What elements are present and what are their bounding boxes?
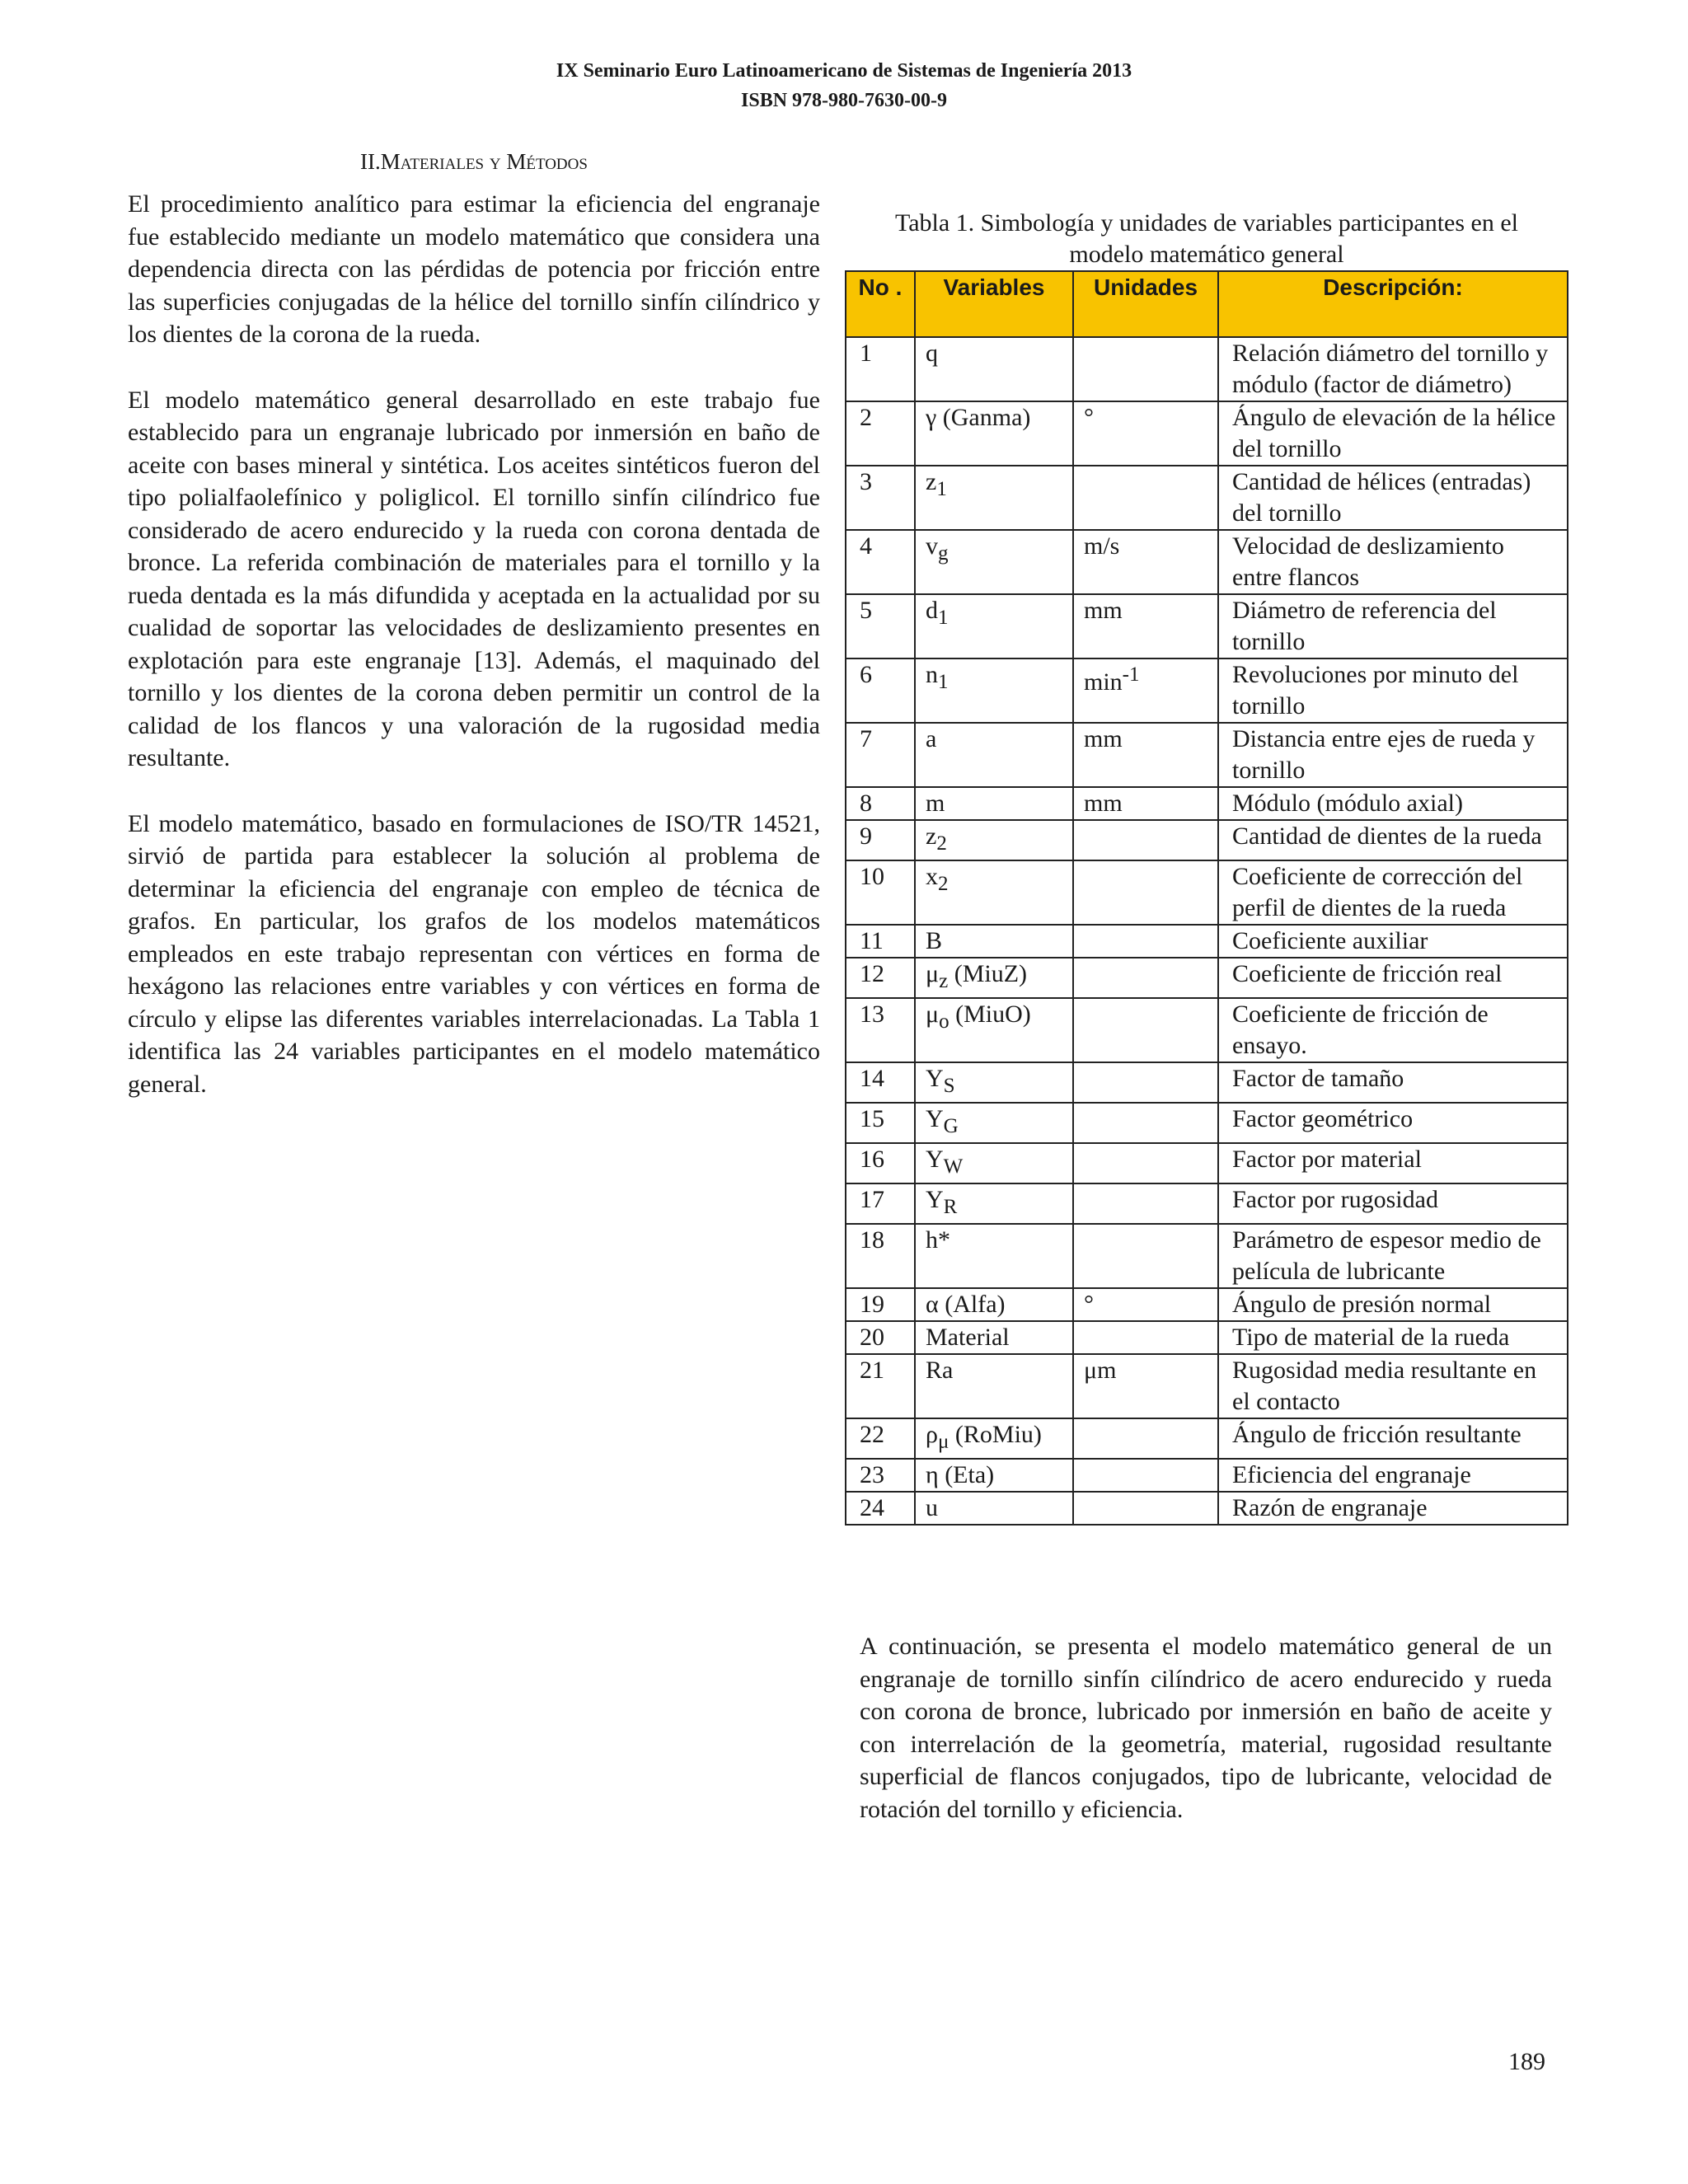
page-number: 189: [1508, 2048, 1545, 2075]
cell-number: 21: [846, 1354, 915, 1418]
unit-text: mm: [1084, 725, 1123, 752]
variable-subscript: 2: [938, 873, 949, 895]
right-column: [845, 208, 1568, 1526]
cell-number: 12: [846, 958, 915, 998]
left-column: [128, 147, 820, 1133]
cell-description: Ángulo de elevación de la hélice del tornillo: [1218, 401, 1568, 466]
cell-description: Factor de tamaño: [1218, 1062, 1568, 1103]
table-row: [846, 1459, 1568, 1492]
cell-unit: [1073, 1103, 1218, 1143]
cell-number: 16: [846, 1143, 915, 1183]
cell-variable: [915, 820, 1073, 860]
table-row: [846, 466, 1568, 530]
cell-variable: [915, 1492, 1073, 1525]
cell-variable: [915, 860, 1073, 925]
unit-text: mm: [1084, 597, 1123, 624]
section-heading: [128, 147, 820, 176]
cell-unit: [1073, 860, 1218, 925]
table-row: [846, 1354, 1568, 1418]
variable-symbol: a: [926, 725, 937, 752]
cell-description: Revoluciones por minuto del tornillo: [1218, 658, 1568, 723]
unit-text: °: [1084, 404, 1094, 431]
table-row: [846, 723, 1568, 787]
variable-symbol: Y: [926, 1065, 944, 1092]
conference-title: IX Seminario Euro Latinoamericano de Sistemas de Ingeniería 2013: [556, 60, 1132, 82]
variable-symbol: q: [926, 340, 938, 367]
cell-variable: [915, 925, 1073, 958]
table-row: [846, 1418, 1568, 1459]
cell-variable: [915, 1354, 1073, 1418]
variable-subscript: o: [939, 1010, 950, 1033]
variable-symbol: η (Eta): [926, 1461, 995, 1488]
cell-number: 24: [846, 1492, 915, 1525]
variable-subscript: 2: [936, 832, 947, 855]
table-row: [846, 658, 1568, 723]
cell-description: Relación diámetro del tornillo y módulo (factor de diámetro): [1218, 337, 1568, 401]
table-header-row: [846, 271, 1568, 337]
cell-unit: [1073, 401, 1218, 466]
cell-description: Cantidad de dientes de la rueda: [1218, 820, 1568, 860]
variable-subscript: z: [939, 970, 949, 992]
cell-description: Rugosidad media resultante en el contacto: [1218, 1354, 1568, 1418]
variable-symbol: B: [926, 927, 943, 954]
variable-symbol: d: [926, 597, 938, 624]
cell-description: Módulo (módulo axial): [1218, 787, 1568, 820]
cell-unit: [1073, 594, 1218, 658]
cell-description: Coeficiente de fricción de ensayo.: [1218, 998, 1568, 1062]
variable-symbol: z: [926, 468, 937, 495]
table-row: [846, 958, 1568, 998]
cell-unit: [1073, 337, 1218, 401]
header-variables: Variables: [915, 271, 1073, 337]
cell-description: Distancia entre ejes de rueda y tornillo: [1218, 723, 1568, 787]
unit-superscript: -1: [1122, 663, 1140, 686]
variable-subscript: W: [943, 1155, 964, 1178]
cell-variable: [915, 723, 1073, 787]
cell-number: 22: [846, 1418, 915, 1459]
cell-description: Cantidad de hélices (entradas) del tornillo: [1218, 466, 1568, 530]
cell-description: Eficiencia del engranaje: [1218, 1459, 1568, 1492]
variable-name: (MiuO): [949, 1001, 1031, 1028]
table-row: [846, 860, 1568, 925]
cell-number: 3: [846, 466, 915, 530]
variable-symbol: x: [926, 863, 938, 890]
cell-description: Factor por material: [1218, 1143, 1568, 1183]
cell-number: 5: [846, 594, 915, 658]
cell-number: 14: [846, 1062, 915, 1103]
cell-number: 2: [846, 401, 915, 466]
variable-name: (MiuZ): [948, 960, 1028, 987]
variable-subscript: g: [938, 542, 949, 565]
cell-description: Ángulo de presión normal: [1218, 1288, 1568, 1321]
cell-number: 18: [846, 1224, 915, 1288]
table-row: [846, 925, 1568, 958]
cell-number: 13: [846, 998, 915, 1062]
table-row: [846, 401, 1568, 466]
cell-variable: [915, 594, 1073, 658]
cell-description: Tipo de material de la rueda: [1218, 1321, 1568, 1354]
unit-text: °: [1084, 1291, 1094, 1318]
cell-description: Coeficiente de corrección del perfil de dientes de la rueda: [1218, 860, 1568, 925]
cell-unit: [1073, 1354, 1218, 1418]
cell-unit: [1073, 1459, 1218, 1492]
section-title: Materiales y Métodos: [380, 149, 588, 174]
cell-number: 7: [846, 723, 915, 787]
page-header: [0, 56, 1688, 115]
cell-unit: [1073, 1224, 1218, 1288]
variables-table: [845, 270, 1568, 1526]
cell-unit: [1073, 466, 1218, 530]
cell-description: Ángulo de fricción resultante: [1218, 1418, 1568, 1459]
cell-unit: [1073, 1062, 1218, 1103]
cell-description: Diámetro de referencia del tornillo: [1218, 594, 1568, 658]
header-descripcion: Descripción:: [1218, 271, 1568, 337]
cell-number: 19: [846, 1288, 915, 1321]
variable-subscript: μ: [937, 1431, 950, 1453]
cell-unit: [1073, 998, 1218, 1062]
variable-symbol: z: [926, 823, 937, 850]
paragraph-after-table: A continuación, se presenta el modelo matemático general de un engranaje de tornillo sinfín cilíndrico de acero endurecido y rueda con corona de bronce, lubricado por inmersión en baño de aceite y con interrelación de la geometría, material, rugosidad resultante superficial de flancos conjugados, tipo de lubricante, velocidad de rotación del tornillo y eficiencia.: [860, 1633, 1552, 1823]
table-row: [846, 1288, 1568, 1321]
cell-unit: [1073, 530, 1218, 594]
cell-description: Coeficiente de fricción real: [1218, 958, 1568, 998]
cell-number: 6: [846, 658, 915, 723]
variable-symbol: μ: [926, 1001, 940, 1028]
table-row: [846, 787, 1568, 820]
unit-text: m/s: [1084, 532, 1120, 560]
table-caption: Tabla 1. Simbología y unidades de variables participantes en el modelo matemático general: [894, 209, 1518, 268]
cell-description: Velocidad de deslizamiento entre flancos: [1218, 530, 1568, 594]
table-row: [846, 1143, 1568, 1183]
cell-number: 15: [846, 1103, 915, 1143]
variable-symbol: Ra: [926, 1357, 954, 1384]
variable-symbol: Y: [926, 1186, 944, 1213]
cell-unit: [1073, 1492, 1218, 1525]
cell-unit: [1073, 1183, 1218, 1224]
variable-subscript: G: [943, 1115, 959, 1137]
cell-description: Factor por rugosidad: [1218, 1183, 1568, 1224]
cell-number: 11: [846, 925, 915, 958]
cell-unit: [1073, 820, 1218, 860]
cell-variable: [915, 1418, 1073, 1459]
cell-variable: [915, 958, 1073, 998]
variable-symbol: v: [926, 532, 938, 560]
unit-text: min: [1084, 668, 1123, 696]
variable-symbol: γ (Ganma): [926, 404, 1031, 431]
cell-variable: [915, 1224, 1073, 1288]
cell-number: 10: [846, 860, 915, 925]
table-row: [846, 1224, 1568, 1288]
cell-unit: [1073, 658, 1218, 723]
cell-unit: [1073, 1288, 1218, 1321]
variable-symbol: h*: [926, 1226, 950, 1254]
variable-subscript: S: [943, 1075, 955, 1097]
cell-variable: [915, 998, 1073, 1062]
cell-description: Razón de engranaje: [1218, 1492, 1568, 1525]
table-row: [846, 998, 1568, 1062]
variable-symbol: Y: [926, 1146, 944, 1173]
cell-number: 9: [846, 820, 915, 860]
cell-number: 20: [846, 1321, 915, 1354]
paragraph-2: El modelo matemático general desarrollado en este trabajo fue establecido para un engranaje lubricado por inmersión en baño de aceite con bases mineral y sintética. Los aceites sintéticos fueron del tipo polialfaolefínico y poliglicol. El tornillo sinfín cilíndrico fue considerado de acero endurecido y la rueda con corona dentada de bronce. La referida combinación de materiales para el tornillo y la rueda dentada es la más difundida y aceptada en la actualidad por su cualidad de soportar las velocidades de deslizamiento presentes en explotación para este engranaje [13]. Además, el maquinado del tornillo y los dientes de la corona deben permitir un control de la calidad de los flancos y una valoración de la rugosidad media resultante.: [128, 386, 820, 771]
table-row: [846, 1183, 1568, 1224]
table-body: [846, 337, 1568, 1525]
variable-symbol: Material: [926, 1324, 1010, 1351]
cell-variable: [915, 1103, 1073, 1143]
cell-variable: [915, 530, 1073, 594]
variable-symbol: Y: [926, 1105, 944, 1132]
variable-symbol: α (Alfa): [926, 1291, 1006, 1318]
cell-number: 1: [846, 337, 915, 401]
variable-symbol: μ: [926, 960, 940, 987]
cell-unit: [1073, 1418, 1218, 1459]
header-no: No .: [846, 271, 915, 337]
variable-subscript: 1: [938, 607, 949, 629]
variable-symbol: u: [926, 1494, 938, 1521]
variable-symbol: ρ: [926, 1421, 938, 1448]
cell-variable: [915, 1288, 1073, 1321]
table-row: [846, 1062, 1568, 1103]
cell-number: 23: [846, 1459, 915, 1492]
cell-unit: [1073, 787, 1218, 820]
cell-description: Coeficiente auxiliar: [1218, 925, 1568, 958]
variable-subscript: 1: [936, 478, 947, 500]
unit-text: mm: [1084, 790, 1123, 817]
cell-number: 8: [846, 787, 915, 820]
section-number: II.: [360, 149, 381, 174]
variable-subscript: R: [943, 1196, 958, 1218]
variable-name: (RoMiu): [949, 1421, 1042, 1448]
cell-number: 17: [846, 1183, 915, 1224]
cell-unit: [1073, 925, 1218, 958]
table-row: [846, 1492, 1568, 1525]
cell-variable: [915, 1183, 1073, 1224]
cell-variable: [915, 1143, 1073, 1183]
cell-unit: [1073, 723, 1218, 787]
variable-symbol: m: [926, 790, 945, 817]
cell-description: Factor geométrico: [1218, 1103, 1568, 1143]
cell-unit: [1073, 1321, 1218, 1354]
cell-variable: [915, 401, 1073, 466]
paragraph-3: El modelo matemático, basado en formulaciones de ISO/TR 14521, sirvió de partida para establecer la solución al problema de determinar la eficiencia del engranaje con empleo de técnica de grafos. En particular, los grafos de los modelos matemáticos empleados en este trabajo representan con vértices en forma de hexágono las relaciones entre variables y con vértices en forma de círculo y elipse las diferentes variables interrelacionadas. La Tabla 1 identifica las 24 variables participantes en el modelo matemático general.: [128, 809, 820, 1098]
cell-variable: [915, 787, 1073, 820]
isbn: ISBN 978-980-7630-00-9: [741, 90, 947, 111]
table-row: [846, 337, 1568, 401]
cell-variable: [915, 337, 1073, 401]
cell-variable: [915, 658, 1073, 723]
cell-unit: [1073, 958, 1218, 998]
cell-unit: [1073, 1143, 1218, 1183]
table-row: [846, 1103, 1568, 1143]
cell-variable: [915, 1062, 1073, 1103]
table-row: [846, 1321, 1568, 1354]
header-unidades: Unidades: [1073, 271, 1218, 337]
cell-variable: [915, 1321, 1073, 1354]
cell-variable: [915, 1459, 1073, 1492]
cell-description: Parámetro de espesor medio de película de lubricante: [1218, 1224, 1568, 1288]
variable-symbol: n: [926, 661, 938, 688]
variable-subscript: 1: [938, 671, 949, 693]
table-row: [846, 530, 1568, 594]
unit-text: μm: [1084, 1357, 1117, 1384]
cell-variable: [915, 466, 1073, 530]
cell-number: 4: [846, 530, 915, 594]
table-row: [846, 820, 1568, 860]
table-row: [846, 594, 1568, 658]
paragraph-1: El procedimiento analítico para estimar la eficiencia del engranaje fue establecido mediante un modelo matemático que considera una dependencia directa con las pérdidas de potencia por fricción entre las superficies conjugadas de la hélice del tornillo sinfín cilíndrico y los dientes de la corona de la rueda.: [128, 190, 820, 348]
